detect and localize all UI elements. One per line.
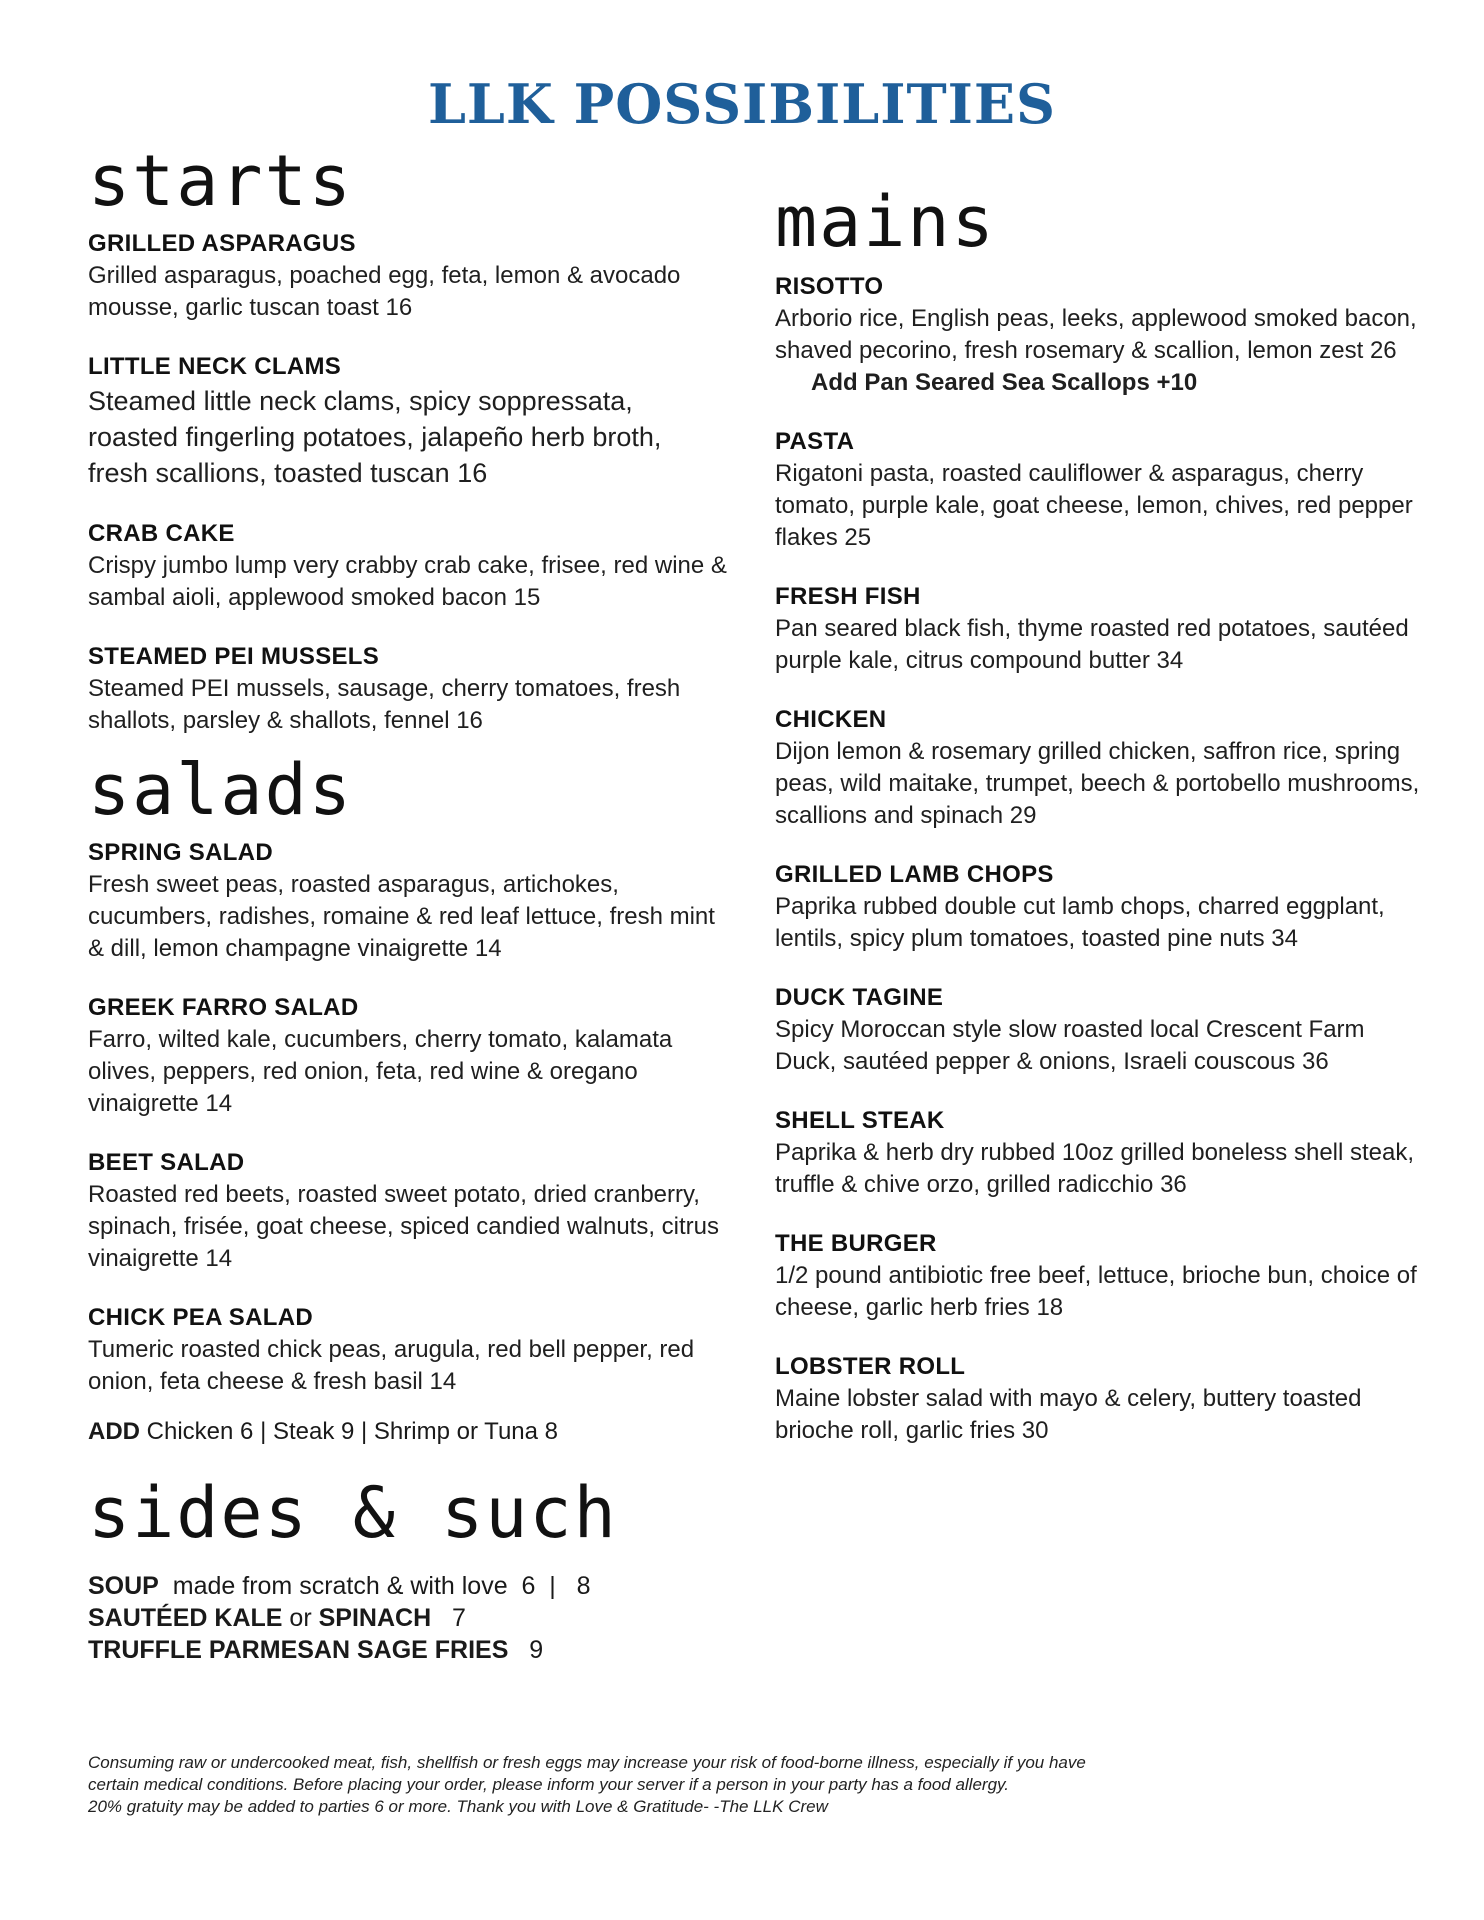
item-description: Steamed little neck clams, spicy soppressata, roasted fingerling potatoes, jalapeño herb broth, fresh scallions, toasted tuscan 16 [88,386,662,488]
item-description [775,303,1425,399]
item-name: DUCK TAGINE [775,984,944,1011]
left-column [88,142,728,1666]
salad-add-ons [88,1416,728,1448]
menu-item [775,1351,1425,1447]
side-kale [88,1602,728,1634]
item-name: GRILLED LAMB CHOPS [775,861,1054,888]
menu-title: LLK POSSIBILITIES [427,72,1057,136]
add-options: Chicken 6 | Steak 9 | Shrimp or Tuna 8 [146,1418,559,1445]
menu-item [88,1302,728,1398]
item-name: CRAB CAKE [88,520,235,547]
sides-heading: sides & such [88,1472,618,1554]
side-or: or [289,1604,312,1632]
allergy-disclaimer [88,1752,1328,1818]
item-description: Roasted red beets, roasted sweet potato, dried cranberry, spinach, frisée, goat cheese, spiced candied walnuts, citrus vinaigrette 14 [88,1181,720,1272]
right-column [775,183,1425,1474]
item-name: GREEK FARRO SALAD [88,994,359,1021]
side-name: SAUTÉED KALE [88,1604,283,1632]
item-description: Paprika rubbed double cut lamb chops, charred eggplant, lentils, spicy plum tomatoes, toasted pine nuts 34 [775,893,1385,952]
menu-item [88,837,728,965]
side-name: SOUP [88,1572,159,1600]
item-name: CHICK PEA SALAD [88,1304,313,1331]
item-description: Steamed PEI mussels, sausage, cherry tomatoes, fresh shallots, parsley & shallots, fennel 16 [88,675,681,734]
item-description: Paprika & herb dry rubbed 10oz grilled boneless shell steak, truffle & chive orzo, grilled radicchio 36 [775,1139,1415,1198]
side-price: 7 [451,1604,466,1632]
disclaimer-line: certain medical conditions. Before placing your order, please inform your server if a person in your party has a food allergy. [88,1775,1009,1794]
item-name: SPRING SALAD [88,839,273,866]
item-name: STEAMED PEI MUSSELS [88,643,380,670]
menu-item [88,1147,728,1275]
item-description: 1/2 pound antibiotic free beef, lettuce, brioche bun, choice of cheese, garlic herb fries 18 [775,1262,1417,1321]
item-name: RISOTTO [775,273,884,300]
item-description: Rigatoni pasta, roasted cauliflower & asparagus, cherry tomato, purple kale, goat cheese, lemon, chives, red pepper flakes 25 [775,460,1413,551]
item-name: CHICKEN [775,706,887,733]
item-name: LITTLE NECK CLAMS [88,353,342,380]
gratuity-note: 20% gratuity may be added to parties 6 or more. Thank you with Love & Gratitude- -The LLK Crew [88,1797,828,1816]
add-label: ADD [88,1418,140,1445]
item-description: Spicy Moroccan style slow roasted local Crescent Farm Duck, sautéed pepper & onions, Israeli couscous 36 [775,1016,1365,1075]
disclaimer-line: Consuming raw or undercooked meat, fish, shellfish or fresh eggs may increase your risk of food-borne illness, especially if you have [88,1753,1086,1772]
item-description: Farro, wilted kale, cucumbers, cherry tomato, kalamata olives, peppers, red onion, feta, red wine & oregano vinaigrette 14 [88,1026,673,1117]
side-name: SPINACH [318,1604,432,1632]
menu-item [88,518,728,614]
menu-item [775,982,1425,1078]
item-description: Fresh sweet peas, roasted asparagus, artichokes, cucumbers, radishes, romaine & red leaf lettuce, fresh mint & dill, lemon champagne vinaigrette 14 [88,871,715,962]
item-description: Tumeric roasted chick peas, arugula, red bell pepper, red onion, feta cheese & fresh basil 14 [88,1336,695,1395]
item-description: Maine lobster salad with mayo & celery, buttery toasted brioche roll, garlic fries 30 [775,1385,1362,1444]
item-description: Grilled asparagus, poached egg, feta, lemon & avocado mousse, garlic tuscan toast 16 [88,262,681,321]
item-name: THE BURGER [775,1230,937,1257]
side-desc: made from scratch & with love 6 | 8 [172,1572,591,1600]
menu-item [775,1105,1425,1201]
item-name: LOBSTER ROLL [775,1353,966,1380]
item-name: BEET SALAD [88,1149,245,1176]
item-name: SHELL STEAK [775,1107,945,1134]
starts-heading: starts [88,140,353,222]
menu-item [775,581,1425,677]
side-fries [88,1634,728,1666]
menu-item [775,859,1425,955]
item-description: Crispy jumbo lump very crabby crab cake, frisee, red wine & sambal aioli, applewood smoked bacon 15 [88,552,727,611]
menu-item [775,426,1425,554]
menu-item [88,228,728,324]
menu-item [775,1228,1425,1324]
menu-item [775,704,1425,832]
side-soup [88,1570,728,1602]
salads-heading: salads [88,749,353,831]
side-name: TRUFFLE PARMESAN SAGE FRIES [88,1636,509,1664]
item-description: Dijon lemon & rosemary grilled chicken, saffron rice, spring peas, wild maitake, trumpet, beech & portobello mushrooms, scallions and spinach 29 [775,738,1420,829]
item-addon: Add Pan Seared Sea Scallops +10 [811,369,1198,396]
item-name: PASTA [775,428,855,455]
side-price: 9 [529,1636,544,1664]
menu-item [775,271,1425,399]
item-name: FRESH FISH [775,583,921,610]
item-name: GRILLED ASPARAGUS [88,230,356,257]
menu-item [88,992,728,1120]
menu-item [88,351,728,491]
mains-heading: mains [775,181,996,263]
item-description-text: Arborio rice, English peas, leeks, applewood smoked bacon, shaved pecorino, fresh rosemary & scallion, lemon zest 26 [775,305,1417,364]
item-description: Pan seared black fish, thyme roasted red potatoes, sautéed purple kale, citrus compound butter 34 [775,615,1409,674]
menu-item [88,641,728,737]
